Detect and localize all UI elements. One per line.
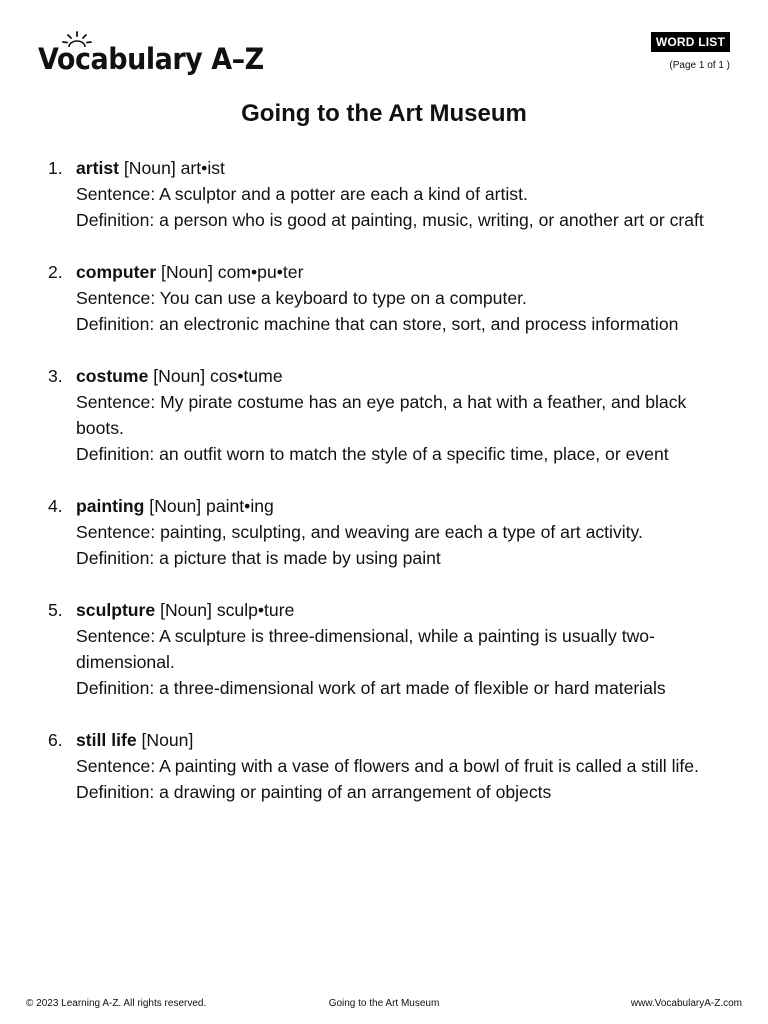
entry-headword-line — [76, 363, 738, 389]
entry-definition: Definition: a picture that is made by using paint — [76, 548, 441, 568]
entry-number: 3. — [48, 366, 63, 386]
page-indicator: (Page 1 of 1 ) — [669, 60, 730, 71]
word-entry — [48, 259, 738, 337]
entry-sentence: Sentence: You can use a keyboard to type on a computer. — [76, 288, 527, 308]
entry-definition: Definition: an outfit worn to match the style of a specific time, place, or event — [76, 444, 669, 464]
entry-detail: [Noun] art•ist — [119, 158, 225, 178]
entry-sentence: Sentence: A painting with a vase of flowers and a bowl of fruit is called a still life. — [76, 756, 699, 776]
entry-definition: Definition: a person who is good at painting, music, writing, or another art or craft — [76, 210, 704, 230]
entry-definition: Definition: a three-dimensional work of art made of flexible or hard materials — [76, 678, 666, 698]
footer-title: Going to the Art Museum — [328, 998, 440, 1009]
logo-text: Vocabulary A–Z — [38, 42, 264, 76]
entry-word: still life — [76, 730, 137, 750]
entry-sentence: Sentence: A sculpture is three-dimensional, while a painting is usually two-dimensional. — [76, 626, 655, 672]
entry-headword-line — [76, 727, 738, 753]
entry-sentence: Sentence: My pirate costume has an eye patch, a hat with a feather, and black boots. — [76, 392, 687, 438]
entry-number: 2. — [48, 262, 63, 282]
entry-headword-line — [76, 155, 738, 181]
word-list — [48, 155, 738, 831]
entry-headword-line — [76, 493, 738, 519]
footer-copyright: © 2023 Learning A-Z. All rights reserved. — [26, 998, 207, 1009]
entry-detail: [Noun] com•pu•ter — [156, 262, 304, 282]
entry-word: artist — [76, 158, 120, 178]
entry-detail: [Noun] sculp•ture — [155, 600, 295, 620]
entry-word: sculpture — [76, 600, 156, 620]
entry-number: 5. — [48, 600, 63, 620]
entry-number: 6. — [48, 730, 63, 750]
word-entry — [48, 363, 738, 467]
entry-word: painting — [76, 496, 145, 516]
entry-sentence: Sentence: painting, sculpting, and weaving are each a type of art activity. — [76, 522, 643, 542]
word-entry — [48, 727, 738, 805]
word-entry — [48, 493, 738, 571]
entry-number: 1. — [48, 158, 63, 178]
entry-definition: Definition: a drawing or painting of an arrangement of objects — [76, 782, 552, 802]
entry-headword-line — [76, 597, 738, 623]
entry-sentence: Sentence: A sculptor and a potter are each a kind of artist. — [76, 184, 528, 204]
entry-detail: [Noun] — [136, 730, 194, 750]
entry-number: 4. — [48, 496, 63, 516]
word-entry — [48, 597, 738, 701]
page-title: Going to the Art Museum — [241, 100, 527, 127]
entry-headword-line — [76, 259, 738, 285]
word-list-badge: WORD LIST — [651, 32, 730, 52]
entry-definition: Definition: an electronic machine that can store, sort, and process information — [76, 314, 679, 334]
vocabulary-az-logo — [38, 28, 268, 83]
entry-word: costume — [76, 366, 149, 386]
entry-detail: [Noun] paint•ing — [144, 496, 274, 516]
word-entry — [48, 155, 738, 233]
entry-word: computer — [76, 262, 157, 282]
footer-url: www.VocabularyA-Z.com — [630, 998, 742, 1009]
entry-detail: [Noun] cos•tume — [148, 366, 283, 386]
